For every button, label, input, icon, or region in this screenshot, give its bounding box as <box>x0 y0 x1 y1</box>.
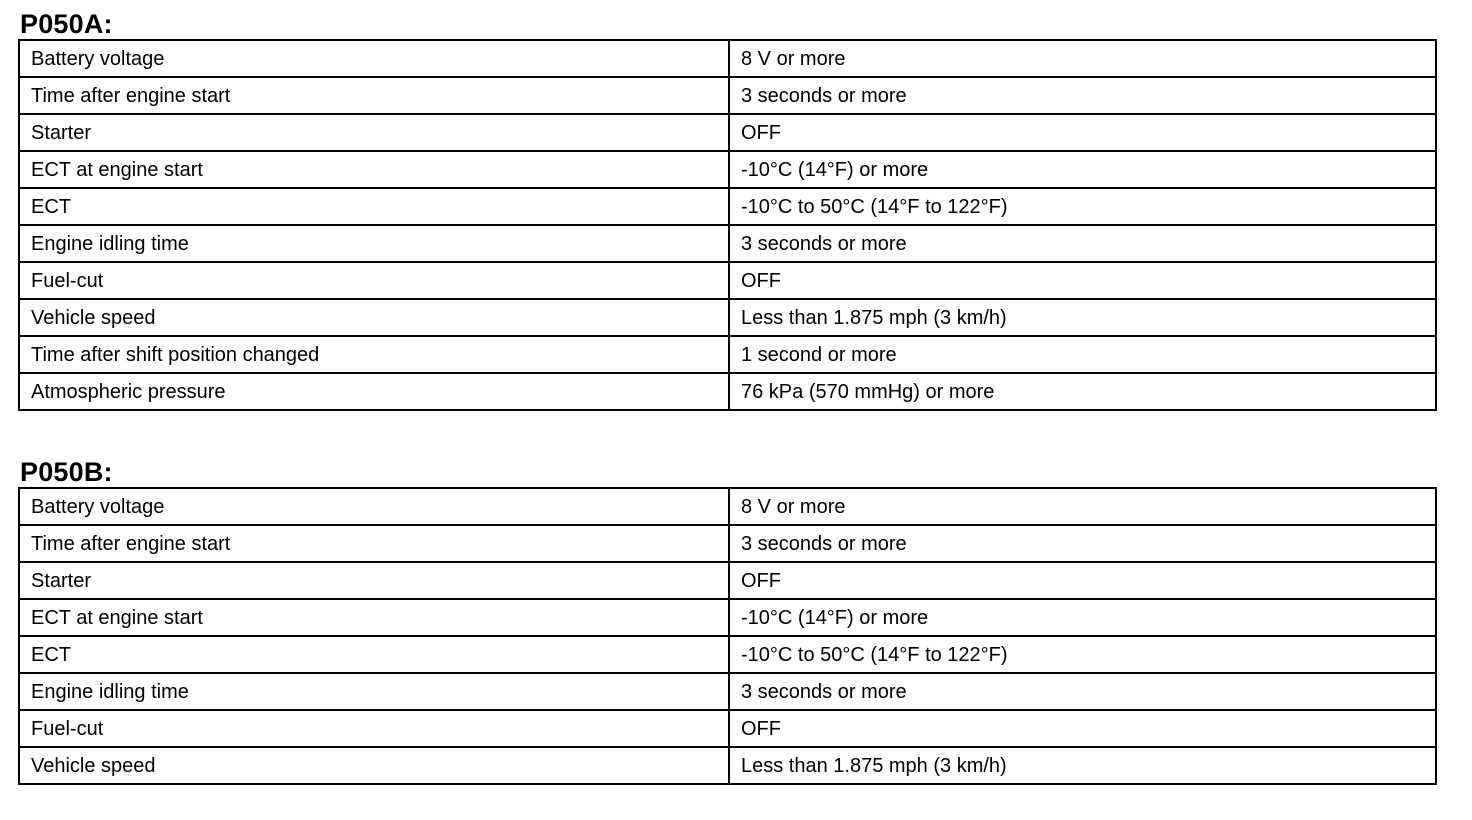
table-row <box>19 77 1436 114</box>
value-cell: 3 seconds or more <box>729 77 1436 114</box>
table-row <box>19 114 1436 151</box>
condition-cell: ECT at engine start <box>19 599 729 636</box>
value-cell: -10°C to 50°C (14°F to 122°F) <box>729 636 1436 673</box>
condition-cell: Fuel-cut <box>19 710 729 747</box>
condition-cell: Atmospheric pressure <box>19 373 729 410</box>
table-row <box>19 710 1436 747</box>
value-cell: OFF <box>729 710 1436 747</box>
condition-cell: ECT <box>19 636 729 673</box>
conditions-table <box>18 39 1437 411</box>
condition-cell: Vehicle speed <box>19 747 729 784</box>
condition-cell: Starter <box>19 114 729 151</box>
condition-cell: Time after engine start <box>19 525 729 562</box>
value-cell: 3 seconds or more <box>729 673 1436 710</box>
value-cell: -10°C (14°F) or more <box>729 151 1436 188</box>
table-row <box>19 262 1436 299</box>
table-row <box>19 299 1436 336</box>
table-row <box>19 747 1436 784</box>
value-cell: OFF <box>729 262 1436 299</box>
table-row <box>19 225 1436 262</box>
value-cell: 1 second or more <box>729 336 1436 373</box>
table-row <box>19 188 1436 225</box>
value-cell: -10°C (14°F) or more <box>729 599 1436 636</box>
condition-cell: Engine idling time <box>19 225 729 262</box>
condition-cell: Engine idling time <box>19 673 729 710</box>
condition-cell: Starter <box>19 562 729 599</box>
table-row <box>19 336 1436 373</box>
value-cell: OFF <box>729 114 1436 151</box>
value-cell: 76 kPa (570 mmHg) or more <box>729 373 1436 410</box>
section-title: P050B: <box>20 457 113 487</box>
value-cell: 3 seconds or more <box>729 225 1436 262</box>
condition-cell: Battery voltage <box>19 488 729 525</box>
table-row <box>19 636 1436 673</box>
conditions-table <box>18 487 1437 785</box>
value-cell: Less than 1.875 mph (3 km/h) <box>729 299 1436 336</box>
value-cell: 8 V or more <box>729 488 1436 525</box>
value-cell: Less than 1.875 mph (3 km/h) <box>729 747 1436 784</box>
condition-cell: ECT at engine start <box>19 151 729 188</box>
section-p050a <box>18 9 1437 411</box>
condition-cell: Vehicle speed <box>19 299 729 336</box>
condition-cell: Fuel-cut <box>19 262 729 299</box>
condition-cell: Time after shift position changed <box>19 336 729 373</box>
condition-cell: Battery voltage <box>19 40 729 77</box>
table-row <box>19 40 1436 77</box>
table-row <box>19 599 1436 636</box>
table-row <box>19 373 1436 410</box>
table-row <box>19 562 1436 599</box>
value-cell: OFF <box>729 562 1436 599</box>
value-cell: 3 seconds or more <box>729 525 1436 562</box>
value-cell: -10°C to 50°C (14°F to 122°F) <box>729 188 1436 225</box>
table-row <box>19 525 1436 562</box>
value-cell: 8 V or more <box>729 40 1436 77</box>
table-row <box>19 673 1436 710</box>
table-row <box>19 151 1436 188</box>
table-row <box>19 488 1436 525</box>
condition-cell: ECT <box>19 188 729 225</box>
section-title: P050A: <box>20 9 113 39</box>
section-p050b <box>18 457 1437 785</box>
condition-cell: Time after engine start <box>19 77 729 114</box>
